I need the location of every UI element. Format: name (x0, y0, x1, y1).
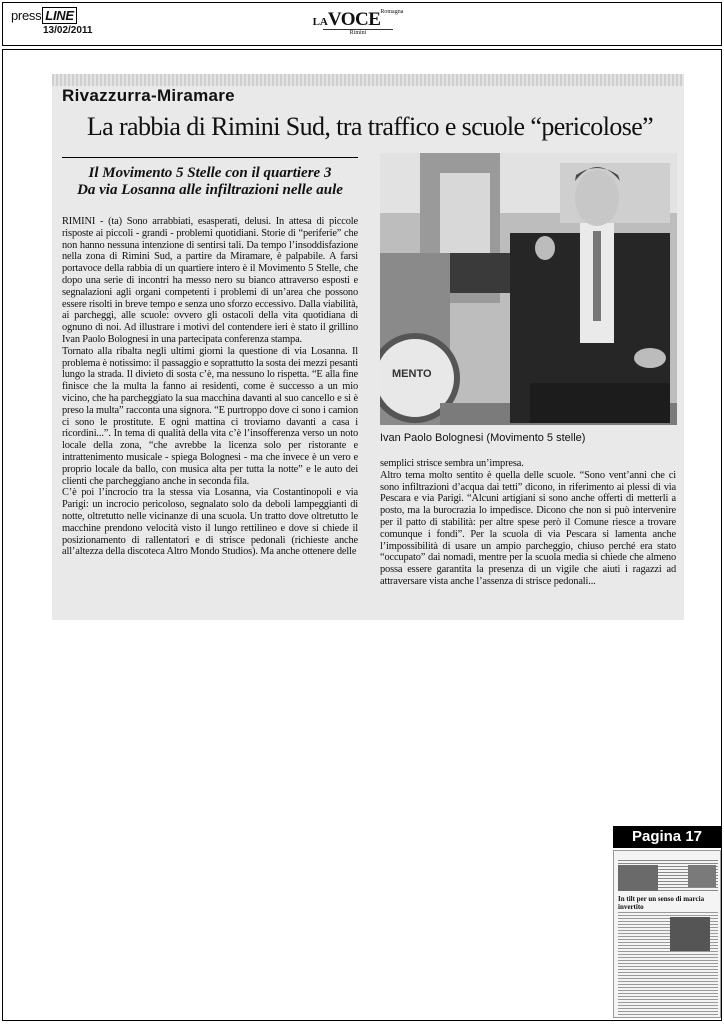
article-top-band (52, 74, 684, 86)
newspaper-region: Romagna (380, 9, 404, 15)
article-photo (380, 153, 677, 425)
article-column-1 (62, 216, 358, 558)
newspaper-logo (303, 9, 413, 36)
newspaper-voce: VOCE (327, 9, 381, 30)
thumb-image (688, 865, 716, 887)
newspaper-la: LA (312, 16, 328, 28)
column1-paragraph: C’è poi l’incrocio tra la stessa via Losanna, via Costantinopoli e via Parigi: un incrocio pericoloso, segnalato solo da deboli lampeggianti di notte, oltretutto nelle vicinanze di una scuola. Un tratto dove oltretutto le macchine prendono velocità visto il lungo rettilineo e dove si chiede il posizionamento di rallentatori e di strisce pedonali (richieste anche all’altezza della discoteca Altro Mondo Studios). Ma anche ottenere delle (62, 487, 358, 558)
article-subhead (62, 165, 358, 199)
photo-illustration (380, 153, 677, 425)
pressline-logo (11, 8, 77, 23)
article-headline: La rabbia di Rimini Sud, tra traffico e scuole “pericolose” (86, 112, 654, 141)
column1-paragraph: Tornato alla ribalta negli ultimi giorni la questione di via Losanna. Il problema è notissimo: il passaggio e soprattutto la sosta dei mezzi pesanti lungo la strada. Il divieto di sosta c’è, ma nessuno lo rispetta. “E alla fine finisce che la multa la fanno ai residenti, come è successo a un mio vicino, che ha parcheggiato la sua macchina davanti al suo cancello e si è preso la multa” racconta una signora. “E purtroppo dove ci sono i camion ci sono le prostitute. E ogni mattina ci troviamo davanti a casa i ricordini...”. In tema di qualità della vita c’è l’insofferenza verso un noto locale della zona, “che avrebbe la licenza solo per ristorante e intrattenimento musicale - spiega Bolognesi - ma che invece è un vero e proprio locale da ballo, con musica alta per tutta la notte” e le auto dei clienti che parcheggiano anche in seconda fila. (62, 345, 358, 487)
column1-paragraph: RIMINI - (ta) Sono arrabbiati, esasperati, delusi. In attesa di piccole risposte ai piccoli - grandi - problemi quotidiani. Storie di “periferie” che non hanno nessuna intenzione di sentirsi tali. Da tempo l’insoddisfazione nella zona di Rimini Sud, a partire da Miramare, è palpabile. A farsi portavoce della rabbia di un quartiere intero è il Movimento 5 Stelle, che dopo una serie di incontri ha messo nero su bianco attraverso esposti e segnalazioni agli organi competenti i problemi di un’area che possono essere risolti in breve tempo e senza uno sforzo eccessivo. Dalla viabilità, ai parcheggi, alle scuole: ovvero gli ostacoli della vita quotidiana di ognuno di noi. Ad illustrare i motivi del contendere ieri è stato il grillino Ivan Paolo Bolognesi in una partecipata conferenza stampa. (62, 216, 358, 345)
column2-paragraph: Altro tema molto sentito è quella delle scuole. “Sono vent’anni che ci sono infiltrazioni d’acqua dai tetti” dicono, in riferimento ai plessi di via Pescara e via Parigi. “Alcuni artigiani si sono anche offerti di metterli a posto, ma la burocrazia lo impedisce. Dicono che non si può intervenire per il patto di stabilità: per altre spese però il Comune riesce a trovare comunque i fondi”. Per la scuola di via Pescara si lamenta anche l’impossibilità di usare un ampio parcheggio, chiuso perché era stato “occupato” dai nomadi, mentre per la scuola media si chiede che almeno possa essere garantita la presenza di un vigile che aiuti i ragazzi ad attraversare vista anche l’assenza di strisce pedonali... (380, 469, 676, 587)
thumb-image (618, 865, 658, 891)
press-header (2, 2, 722, 46)
photo-caption: Ivan Paolo Bolognesi (Movimento 5 stelle) (380, 432, 586, 444)
subhead-line-1: Il Movimento 5 Stelle con il quartiere 3 (88, 165, 332, 181)
subhead-line-2: Da via Losanna alle infiltrazioni nelle aule (77, 182, 343, 198)
page-number-label: Pagina 17 (613, 826, 721, 848)
page-thumbnail[interactable] (613, 850, 721, 1018)
press-brand-b: LINE (42, 7, 76, 24)
column2-paragraph: semplici strisce sembra un’impresa. (380, 458, 524, 469)
thumb-headline: In tilt per un senso di marcia invertito (618, 895, 705, 911)
subhead-rule (62, 157, 358, 158)
photo-sign-text: MENTO (392, 368, 432, 380)
article-column-2 (380, 458, 676, 588)
newspaper-city: Rimini (323, 29, 393, 36)
press-date: 13/02/2011 (43, 25, 93, 36)
press-brand-a: press (11, 8, 42, 23)
thumb-image (670, 917, 710, 951)
article-kicker: Rivazzurra-Miramare (62, 86, 235, 105)
